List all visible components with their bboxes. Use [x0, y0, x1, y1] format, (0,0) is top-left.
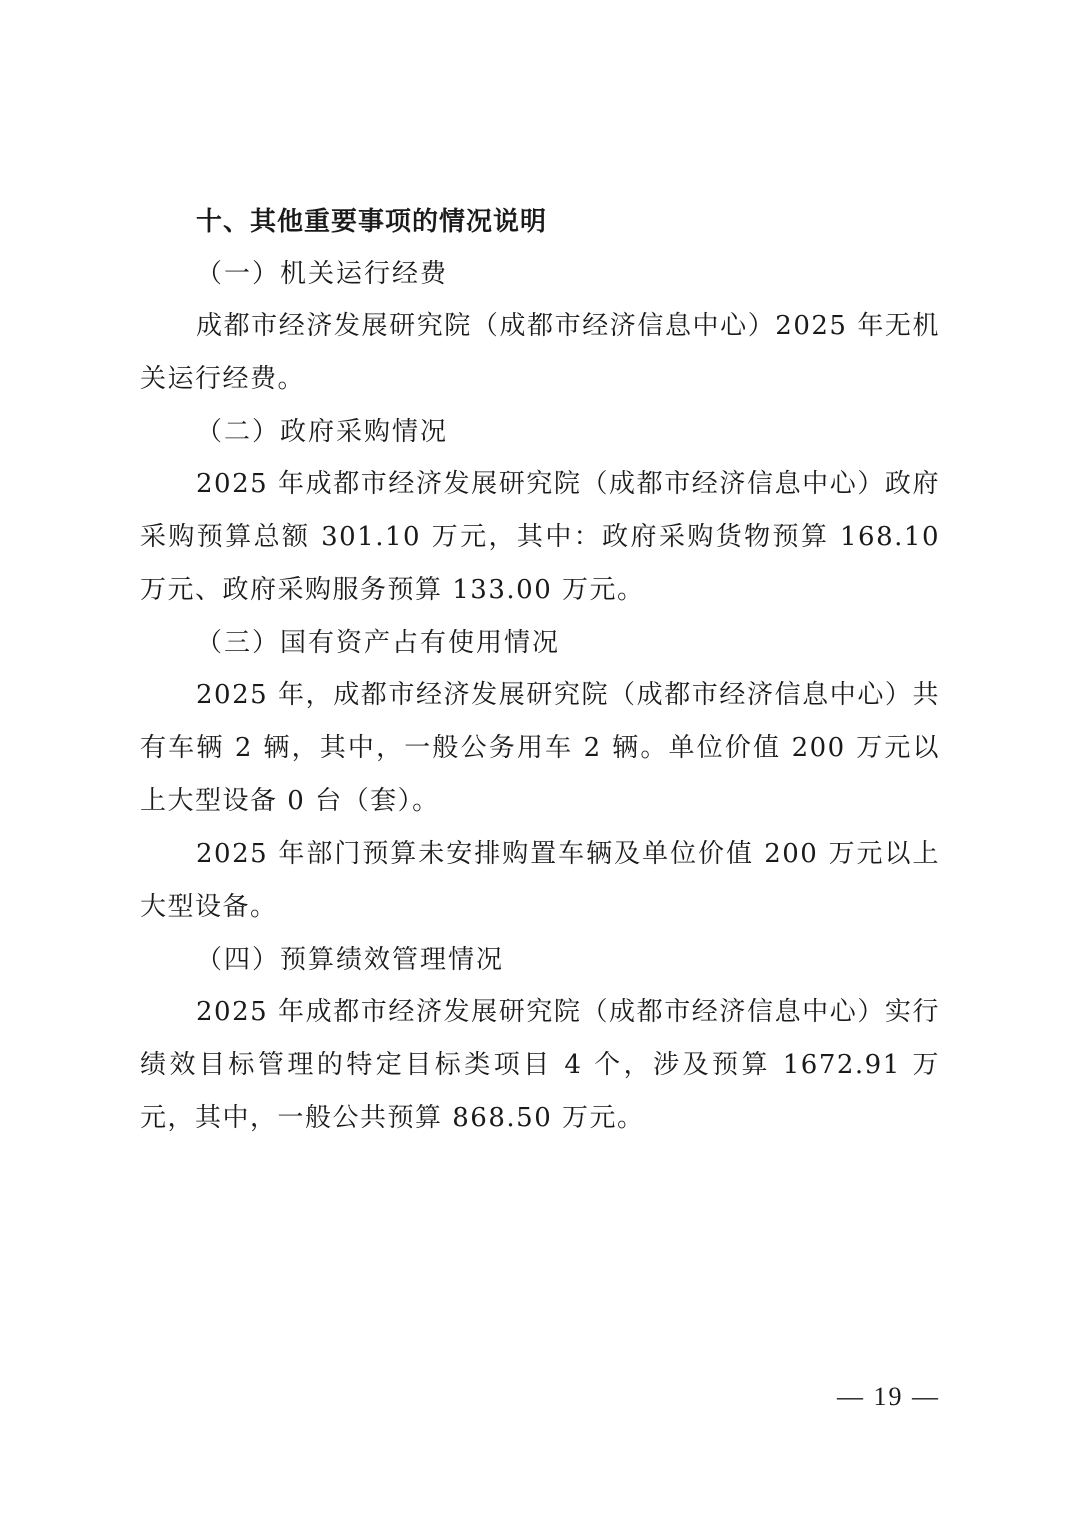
- subheading-government-procurement: （二）政府采购情况: [196, 417, 449, 447]
- page-content: [140, 196, 940, 1145]
- paragraph-performance-management: 2025 年成都市经济发展研究院（成都市经济信息中心）实行绩效目标管理的特定目标类项目 4 个，涉及预算 1672.91 万元，其中，一般公共预算 868.50 万元。: [140, 997, 940, 1133]
- paragraph-operating-expenses: 成都市经济发展研究院（成都市经济信息中心）2025 年无机关运行经费。: [140, 311, 940, 394]
- paragraph-state-assets-vehicles: 2025 年，成都市经济发展研究院（成都市经济信息中心）共有车辆 2 辆，其中，一般公务用车 2 辆。单位价值 200 万元以上大型设备 0 台（套）。: [140, 680, 940, 816]
- section-heading: 十、其他重要事项的情况说明: [196, 207, 548, 237]
- subheading-state-assets: （三）国有资产占有使用情况: [196, 628, 561, 658]
- paragraph-state-assets-purchase: 2025 年部门预算未安排购置车辆及单位价值 200 万元以上大型设备。: [140, 839, 940, 922]
- subheading-performance-management: （四）预算绩效管理情况: [196, 945, 505, 975]
- page-number: — 19 —: [837, 1382, 940, 1411]
- paragraph-government-procurement: 2025 年成都市经济发展研究院（成都市经济信息中心）政府采购预算总额 301.10 万元，其中：政府采购货物预算 168.10 万元、政府采购服务预算 133.00 万元。: [140, 469, 940, 605]
- subheading-operating-expenses: （一）机关运行经费: [196, 259, 449, 289]
